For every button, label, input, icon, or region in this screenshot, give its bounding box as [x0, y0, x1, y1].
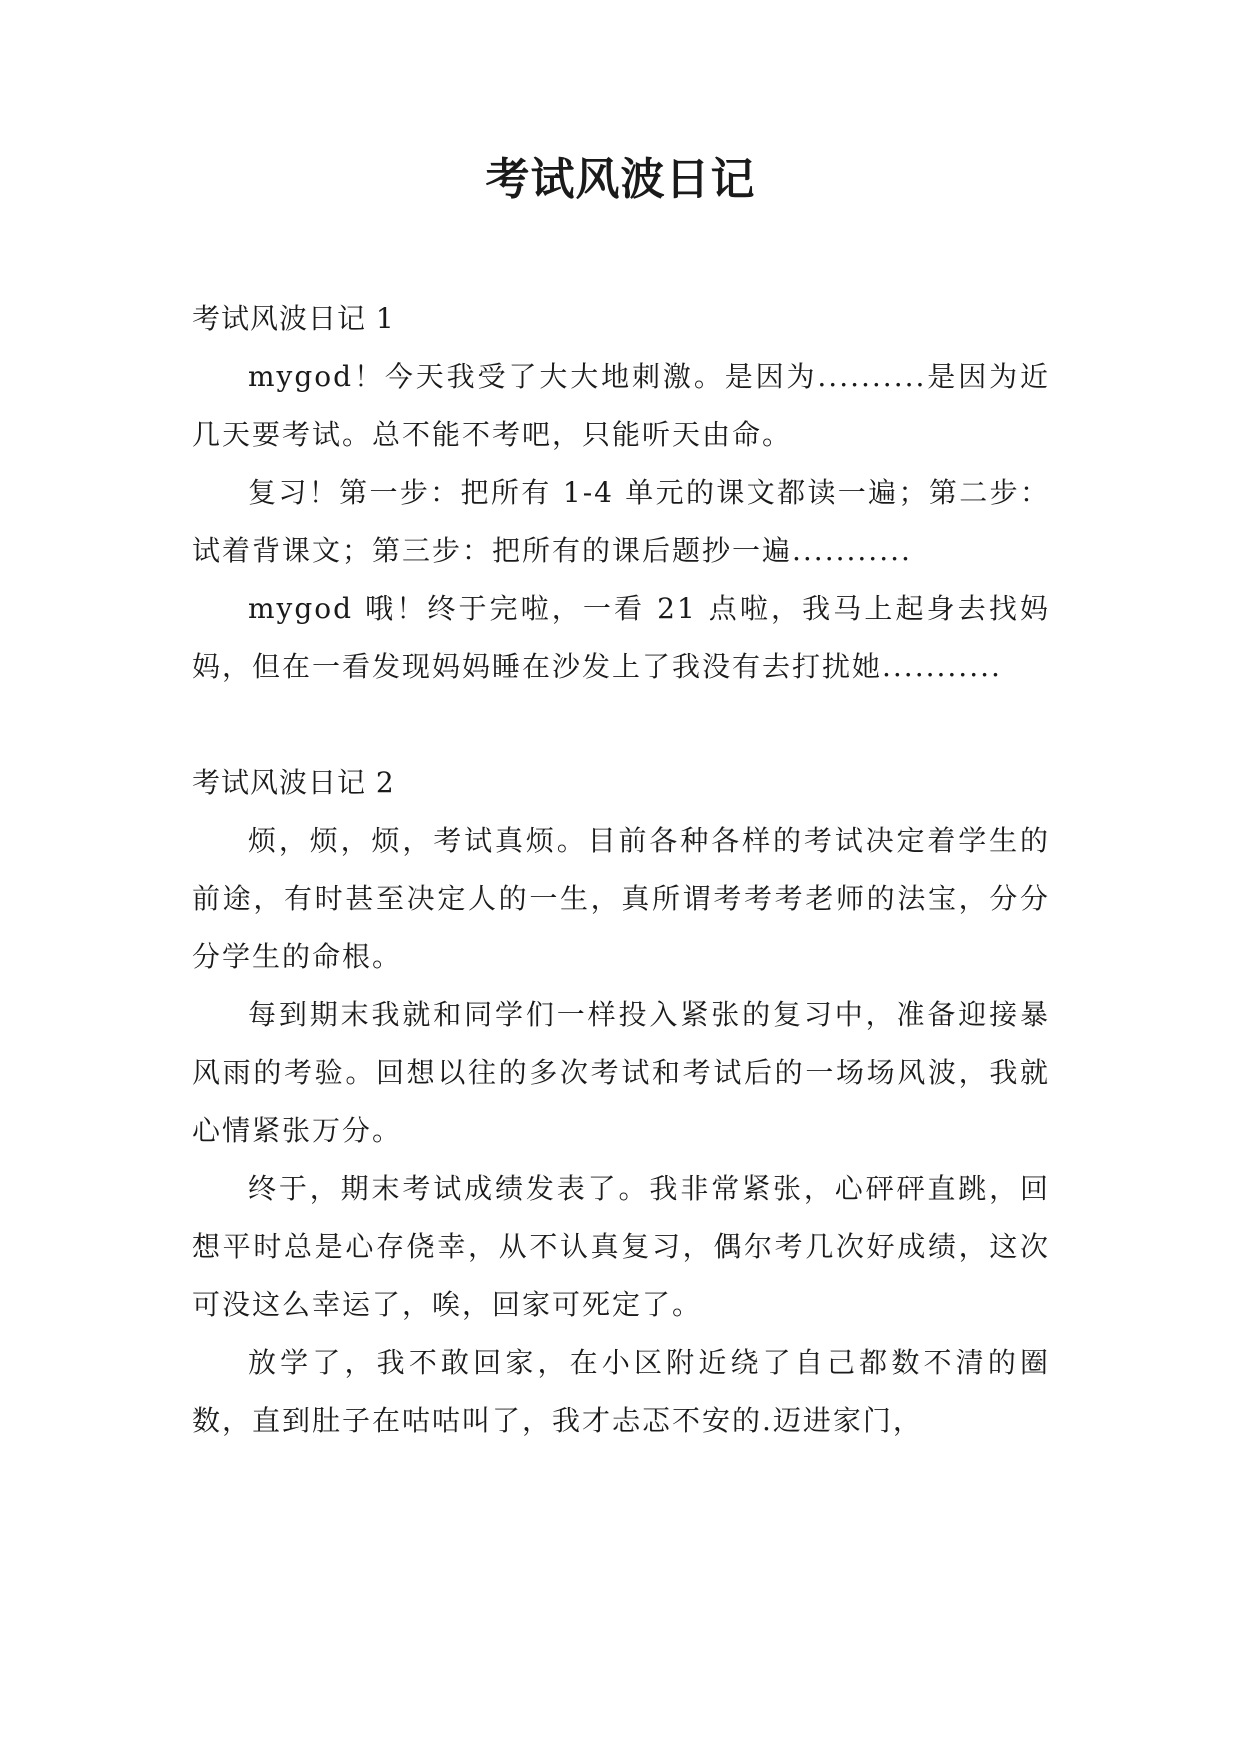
- diary-section-2: [192, 754, 1050, 1450]
- section-spacer: [192, 696, 1050, 754]
- paragraph: 放学了，我不敢回家，在小区附近绕了自己都数不清的圈数，直到肚子在咕咕叫了，我才忐忑不安的.迈进家门，: [192, 1346, 1050, 1437]
- paragraph: mygod 哦！终于完啦，一看 21 点啦，我马上起身去找妈妈，但在一看发现妈妈睡在沙发上了我没有去打扰她...........: [192, 592, 1050, 683]
- document-title: 考试风波日记: [485, 154, 756, 205]
- paragraph: 烦，烦，烦，考试真烦。目前各种各样的考试决定着学生的前途，有时甚至决定人的一生，真所谓考考考老师的法宝，分分分学生的命根。: [192, 824, 1050, 973]
- paragraph: 终于，期末考试成绩发表了。我非常紧张，心砰砰直跳，回想平时总是心存侥幸，从不认真复习，偶尔考几次好成绩，这次可没这么幸运了，唉，回家可死定了。: [192, 1172, 1050, 1321]
- document-body: [192, 290, 1050, 1450]
- paragraph: mygod！今天我受了大大地刺激。是因为..........是因为近几天要考试。总不能不考吧，只能听天由命。: [192, 360, 1050, 451]
- paragraph: 复习！第一步：把所有 1-4 单元的课文都读一遍；第二步：试着背课文；第三步：把所有的课后题抄一遍...........: [192, 476, 1050, 567]
- section-heading: 考试风波日记 2: [192, 766, 395, 799]
- diary-section-1: [192, 290, 1050, 696]
- paragraph: 每到期末我就和同学们一样投入紧张的复习中，准备迎接暴风雨的考验。回想以往的多次考试和考试后的一场场风波，我就心情紧张万分。: [192, 998, 1050, 1147]
- section-heading: 考试风波日记 1: [192, 302, 395, 335]
